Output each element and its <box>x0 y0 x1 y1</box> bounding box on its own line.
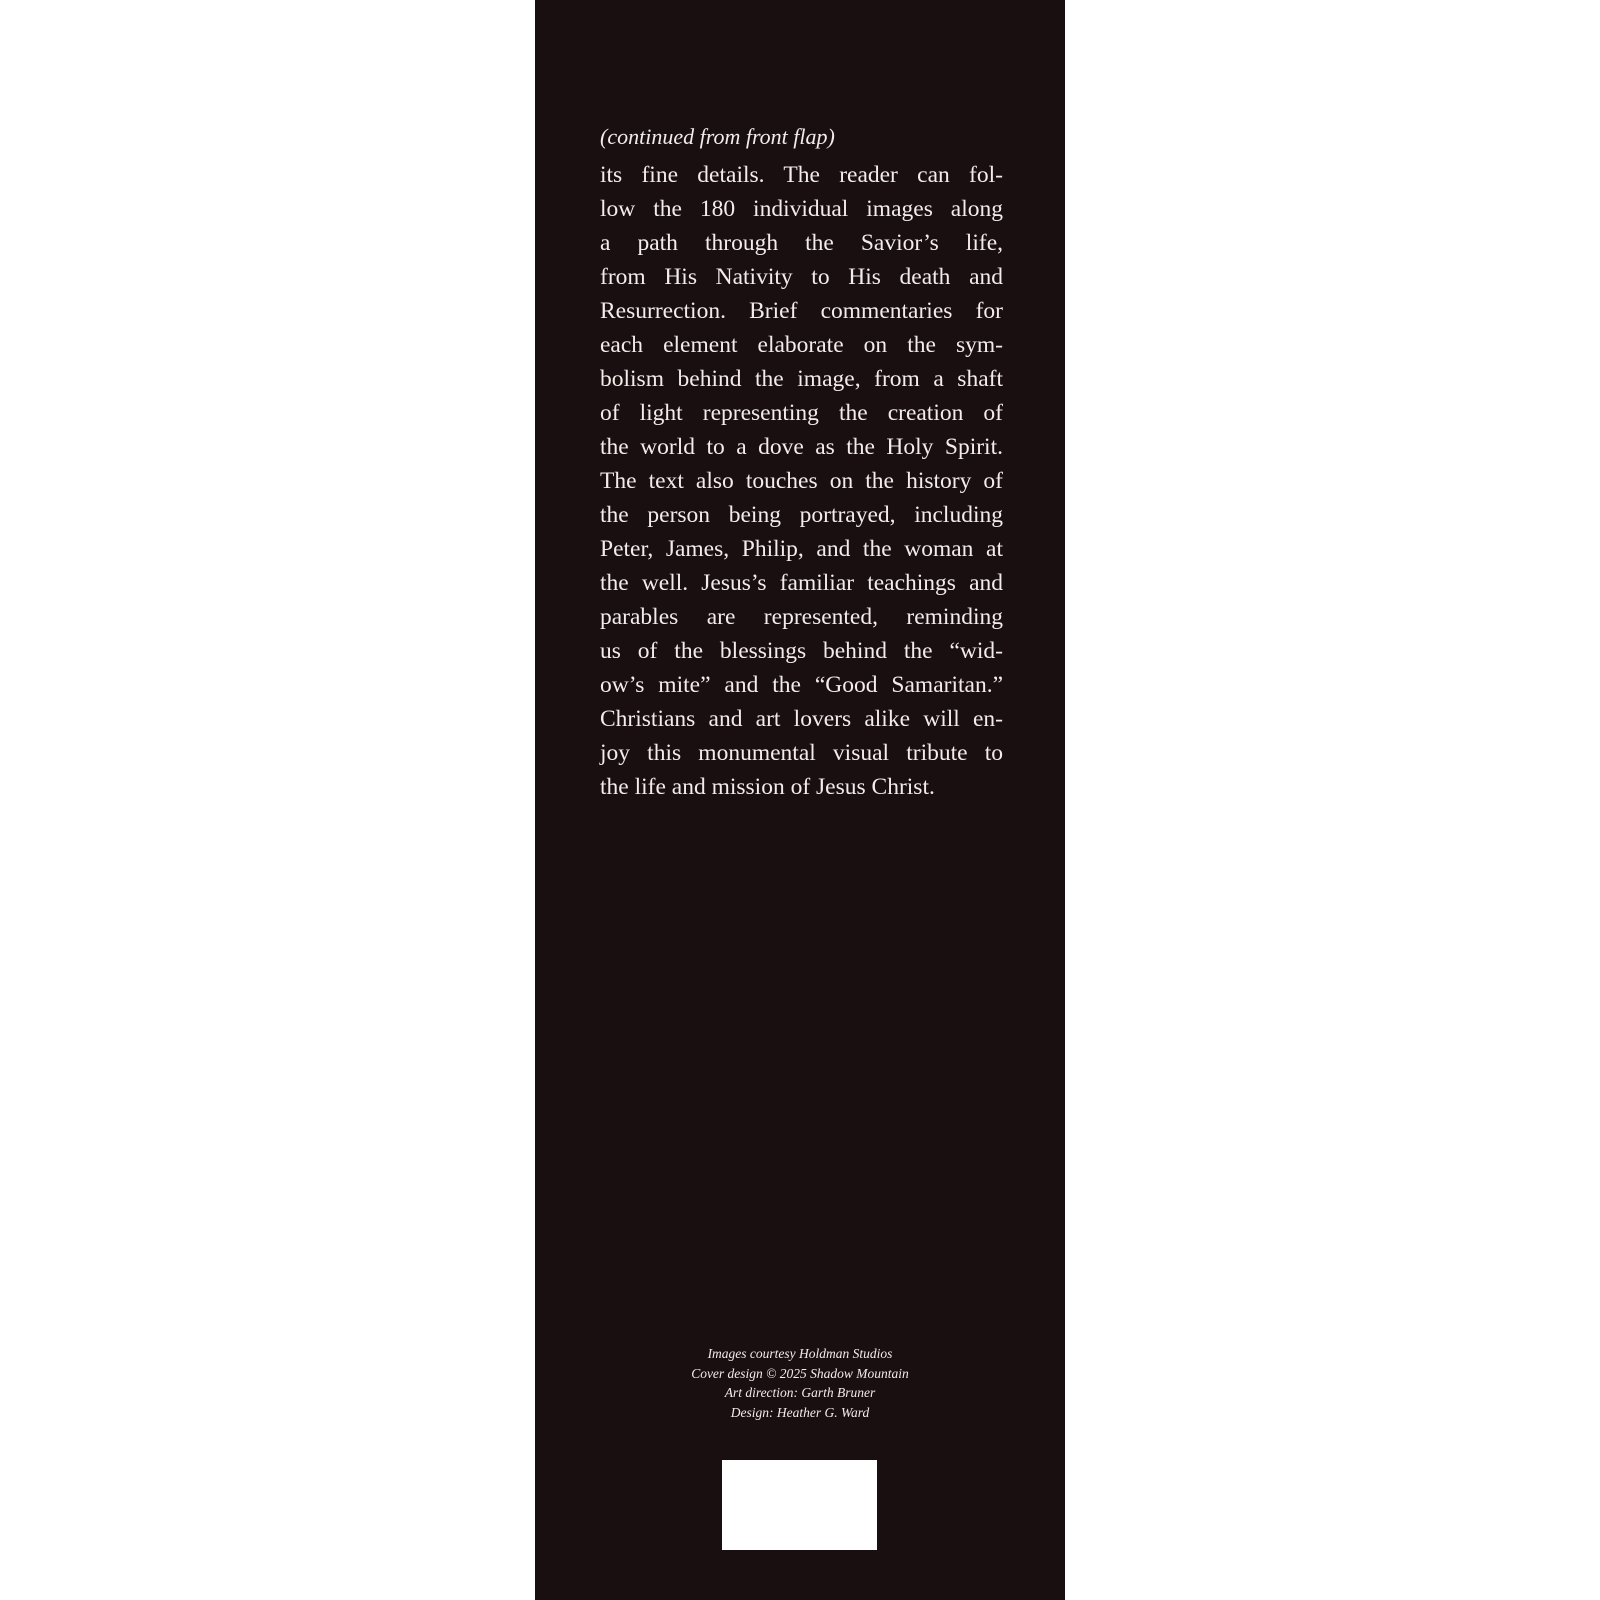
body-line: Resurrection. Brief commentaries for <box>600 298 1003 324</box>
body-line: the world to a dove as the Holy Spirit. <box>600 434 1003 460</box>
body-line: the person being portrayed, including <box>600 502 1003 528</box>
credit-cover-design: Cover design © 2025 Shadow Mountain <box>691 1365 909 1381</box>
body-line: a path through the Savior’s life, <box>600 230 1003 256</box>
credit-images: Images courtesy Holdman Studios <box>707 1346 893 1361</box>
body-line: joy this monumental visual tribute to <box>600 740 1003 766</box>
barcode-placeholder-box <box>722 1460 877 1550</box>
continued-note: (continued from front flap) <box>600 124 835 149</box>
body-line: ow’s mite” and the “Good Samaritan.” <box>600 672 1003 698</box>
credits-block <box>535 1344 1065 1422</box>
body-line: its fine details. The reader can fol- <box>600 162 1003 188</box>
body-line: The text also touches on the history of <box>600 468 1003 494</box>
flap-body-text <box>600 158 1003 804</box>
body-line: bolism behind the image, from a shaft <box>600 366 1003 392</box>
credit-art-direction: Art direction: Garth Bruner <box>724 1385 876 1400</box>
body-line: Peter, James, Philip, and the woman at <box>600 536 1003 562</box>
body-line: parables are represented, reminding <box>600 604 1003 630</box>
back-flap <box>535 0 1065 1600</box>
body-line: each element elaborate on the sym- <box>600 332 1003 358</box>
body-line: the well. Jesus’s familiar teachings and <box>600 570 1003 596</box>
body-line: the life and mission of Jesus Christ. <box>600 774 935 800</box>
body-line: us of the blessings behind the “wid- <box>600 638 1003 664</box>
body-line: from His Nativity to His death and <box>600 264 1003 290</box>
body-line: of light representing the creation of <box>600 400 1003 426</box>
body-line: low the 180 individual images along <box>600 196 1003 222</box>
body-line: Christians and art lovers alike will en- <box>600 706 1003 732</box>
credit-design: Design: Heather G. Ward <box>730 1404 870 1420</box>
